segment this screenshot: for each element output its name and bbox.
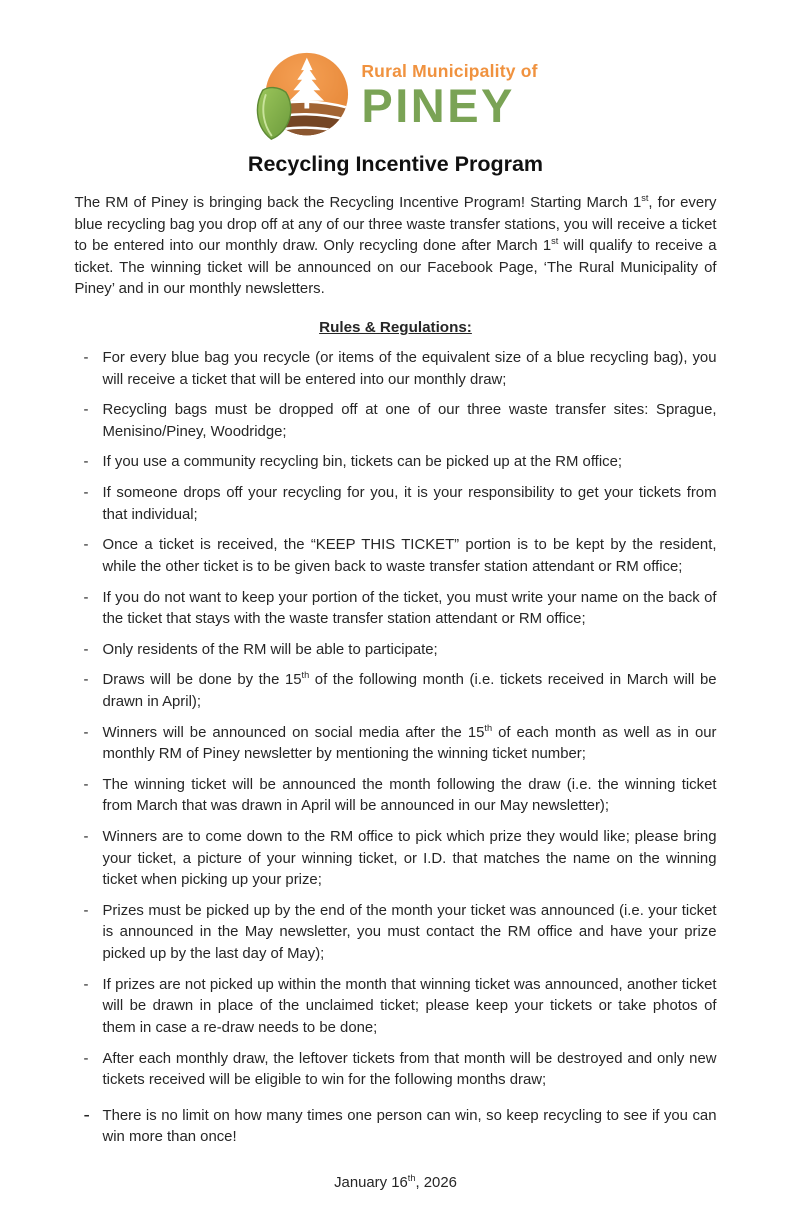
bullet-dash: -: [83, 829, 89, 846]
rule-text: There is no limit on how many times one person can win, so keep recycling to see if you can win more than once!: [102, 1107, 717, 1146]
rule-text: If you use a community recycling bin, tickets can be picked up at the RM office;: [102, 454, 622, 471]
bullet-dash: -: [83, 485, 89, 502]
bullet-dash: -: [83, 976, 89, 993]
list-item: [75, 640, 717, 662]
list-item: [75, 723, 717, 766]
page-title: Recycling Incentive Program: [247, 152, 544, 176]
bullet-dash: -: [83, 350, 89, 367]
bullet-dash: -: [83, 641, 89, 658]
rule-text: For every blue bag you recycle (or items of the equivalent size of a blue recycling bag), you will receive a ticket that will be entered into our monthly draw;: [102, 350, 717, 388]
list-item: [75, 1049, 717, 1092]
rule-text: Winners will be announced on social media after the 15th of each month as well as in our monthly RM of Piney newsletter by mentioning the winning ticket number;: [102, 722, 717, 763]
rule-text: Once a ticket is received, the “KEEP THIS TICKET” portion is to be kept by the resident, while the other ticket is to be given back to waste transfer station attendant or RM office;: [102, 537, 717, 575]
rules-list: [75, 348, 717, 1149]
bullet-dash: -: [83, 776, 89, 793]
list-item: [75, 348, 717, 391]
list-item: [75, 827, 717, 892]
rule-text: If you do not want to keep your portion of the ticket, you must write your name on the back of the ticket that stays with the waste transfer station attendant or RM office;: [102, 589, 717, 628]
list-item: [75, 588, 717, 631]
list-item: [75, 670, 717, 713]
bullet-dash: -: [83, 454, 89, 471]
rule-text: Recycling bags must be dropped off at one of our three waste transfer sites: Sprague, Menisino/Piney, Woodridge;: [102, 402, 717, 440]
bullet-dash: -: [83, 902, 89, 919]
rule-text: Prizes must be picked up by the end of the month your ticket was announced (i.e. your ticket is announced in the May newsletter, you must contact the RM office and have your prize picked up by the last day of May);: [102, 902, 717, 963]
list-item: [75, 1106, 717, 1149]
rule-text: Draws will be done by the 15th of the following month (i.e. tickets received in March will be drawn in April);: [102, 670, 717, 710]
bullet-dash: -: [83, 402, 89, 419]
bullet-dash: -: [83, 672, 89, 689]
rule-text: Only residents of the RM will be able to participate;: [102, 641, 438, 658]
list-item: [75, 400, 717, 443]
piney-logo-mark-icon: [253, 50, 353, 142]
list-item: [75, 901, 717, 966]
logo-name: PINEY: [361, 79, 515, 133]
bullet-dash: -: [83, 537, 89, 554]
list-item: [75, 975, 717, 1040]
rules-heading: Rules & Regulations:: [319, 319, 472, 337]
logo: [0, 50, 791, 142]
logo-wordmark: [361, 60, 538, 133]
logo-tagline: Rural Municipality of: [361, 60, 538, 81]
rule-text: The winning ticket will be announced the month following the draw (i.e. the winning ticket from March that was drawn in April will be announced in our May newsletter);: [102, 776, 717, 815]
rule-text: If someone drops off your recycling for you, it is your responsibility to get your tickets from that individual;: [102, 485, 717, 523]
list-item: [75, 535, 717, 578]
rule-text: After each monthly draw, the leftover tickets from that month will be destroyed and only new tickets received will be eligible to win for the following months draw;: [102, 1050, 717, 1089]
rule-text: Winners are to come down to the RM office to pick which prize they would like; please bring your ticket, a picture of your winning ticket, or I.D. that matches the name on the winning ticket when picking up your prize;: [102, 829, 717, 889]
bullet-dash: -: [83, 1050, 89, 1067]
list-item: [75, 483, 717, 526]
bullet-dash: -: [83, 1104, 90, 1126]
footer-date: January 16th, 2026: [334, 1172, 457, 1191]
intro-paragraph: The RM of Piney is bringing back the Recycling Incentive Program! Starting March 1st, for every blue recycling bag you drop off at any of our three waste transfer stations, you will receive a ticket to be entered into our monthly draw. Only recycling done after March 1st will qualify to receive a ticket. The winning ticket will be announced on our Facebook Page, ‘The Rural Municipality of Piney’ and in our monthly newsletters.: [74, 193, 717, 298]
bullet-dash: -: [83, 724, 89, 741]
rule-text: If prizes are not picked up within the month that winning ticket was announced, another ticket will be drawn in place of the unclaimed ticket; please keep your tickets or take photos of them in case a re-draw needs to be done;: [102, 976, 717, 1036]
list-item: [75, 452, 717, 474]
bullet-dash: -: [83, 589, 89, 606]
list-item: [75, 775, 717, 818]
